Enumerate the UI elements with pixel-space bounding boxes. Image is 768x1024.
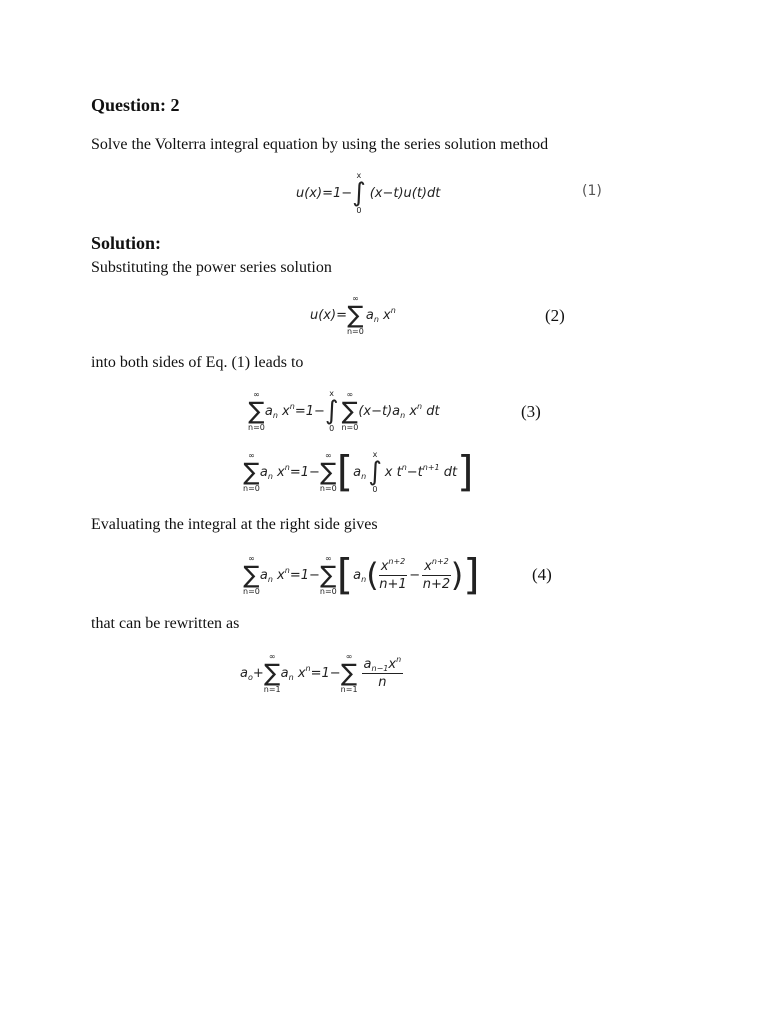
equation-2: u(x)= ∞ ∑ n=0 $a_n$ $x^n$ [310,294,396,336]
equation-3-expanded: ∞ ∑ n=0 $a_n$ $x^n$ =1− ∞ ∑ n=0 [ $a_n$ x ∫ 0 x $t^n-t^{n+1}$ dt ] [243,447,474,496]
sum-sign: ∞ ∑ n=0 [346,294,364,336]
equation-5: $a_o+$ ∞ ∑ n=1 $a_n$ $x^n$ =1− ∞ ∑ n=1 $\frac{a_{n-1}x^n}{n}$ [240,652,402,694]
integral-sign: x ∫ 0 [352,171,366,215]
evaluating-text: Evaluating the integral at the right side gives [91,516,378,533]
substituting-text: Substituting the power series solution [91,259,332,276]
equation-number-4: (4) [532,565,552,584]
question-title: Question: 2 [91,95,180,115]
into-both-text: into both sides of Eq. (1) leads to [91,354,304,371]
equation-number-1: (1) [582,183,602,199]
intro-text: Solve the Volterra integral equation by using the series solution method [91,136,549,153]
equation-number-3: (3) [521,402,541,421]
equation-1: u(x)=1− x ∫ 0 (x−t)u(t)dt [296,171,441,215]
rewritten-text: that can be rewritten as [91,615,240,632]
solution-heading: Solution: [91,233,162,253]
equation-number-2: (2) [545,306,565,325]
equation-3: ∞ ∑ n=0 $a_n$ $x^n$ =1− x ∫ 0 ∞ ∑ n=0 $(x-t)a_n$ $x^n$ dt [248,389,440,433]
equation-4: ∞ ∑ n=0 $a_n$ $x^n$ =1− ∞ ∑ n=0 [ $a_n$ ( $\frac{x^{n+2}}{n+1}$ − $\frac{x^{n+2}}{n+2}$ ) ] [243,550,480,599]
